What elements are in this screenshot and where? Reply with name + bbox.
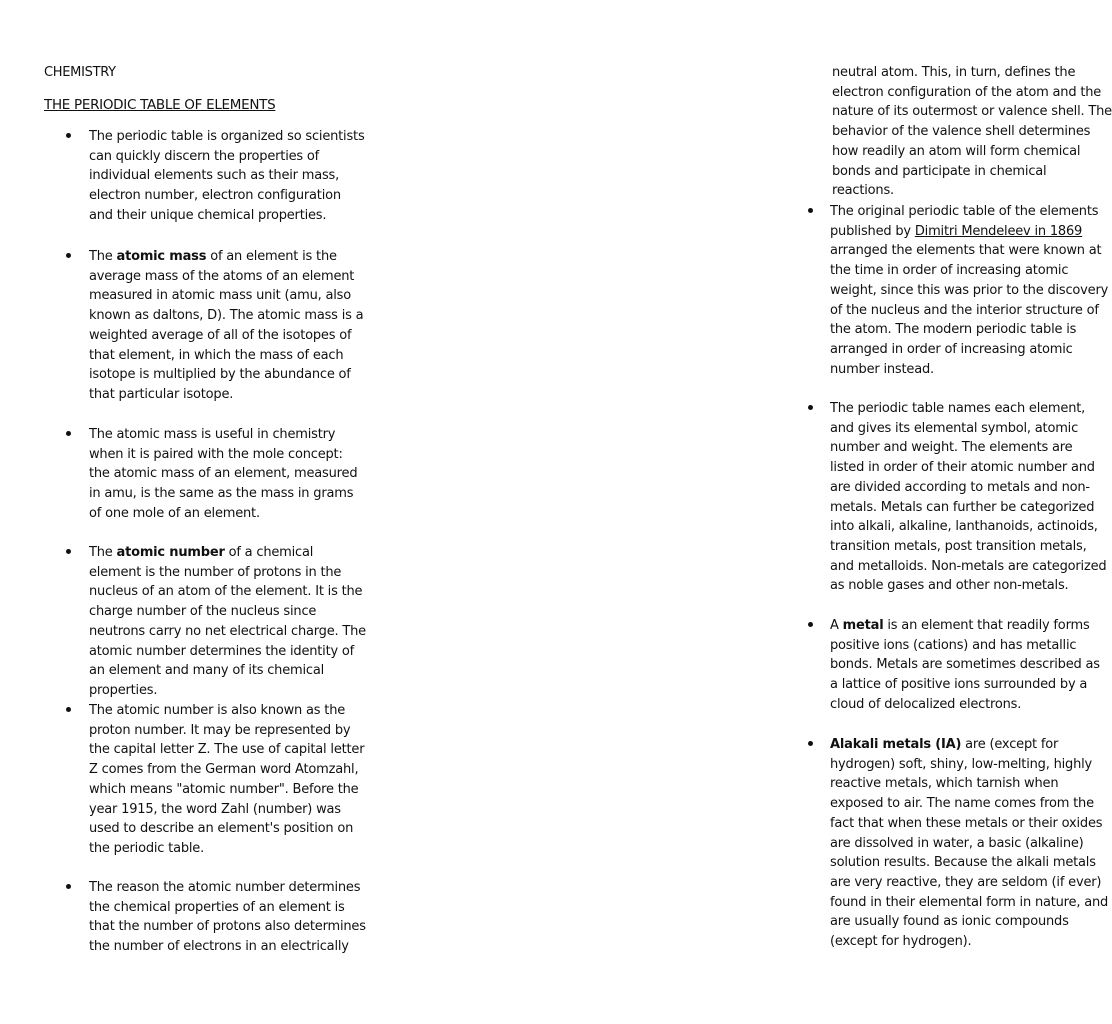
bullet-mole-concept: The atomic mass is useful in chemistry when it is paired with the mole concept: the atomic mass of an element, measured in amu, is the same as the mass in grams of one mole of an element. [89, 427, 358, 521]
term-alkali-metals: Alakali metals (IA) [830, 737, 962, 752]
text-post: of a chemical element is the number of protons in the nucleus of an atom of the element. It is the charge number of the nucleus since neutrons carry no net electrical charge. The atomic number determines the identity of an element and many of its chemical properties. [89, 545, 366, 698]
text-pre: A [830, 618, 843, 633]
bullet-atomic-number [89, 543, 367, 701]
bullet-alkali-metals [830, 735, 1110, 952]
text-post: is an element that readily forms positive ions (cations) and has metallic bonds. Metals are sometimes described as a lattice of positive ions surrounded by a cloud of delocalized electrons. [830, 618, 1100, 712]
document-title: THE PERIODIC TABLE OF ELEMENTS [44, 97, 276, 113]
bullet-metal [830, 616, 1110, 715]
continued-paragraph: neutral atom. This, in turn, defines the electron configuration of the atom and the nature of its outermost or valence shell. The behavior of the valence shell determines how readily an atom will form chemical bonds and participate in chemical reactions. [832, 65, 1112, 199]
bullet-atomic-number-reason: The reason the atomic number determines the chemical properties of an element is that the number of protons also determines the number of electrons in an electrically [89, 880, 366, 955]
bullet-mendeleev [830, 202, 1110, 379]
bullet-icon [66, 253, 71, 258]
bullet-icon [66, 431, 71, 436]
bullet-atomic-mass [89, 247, 367, 405]
bullet-icon [808, 208, 813, 213]
text-pre: The [89, 249, 117, 264]
bullet-icon [808, 405, 813, 410]
bullet-icon [66, 133, 71, 138]
bullet-icon [66, 884, 71, 889]
subject-heading: CHEMISTRY [44, 65, 116, 80]
bullet-icon [66, 707, 71, 712]
text-post: of an element is the average mass of the atoms of an element measured in atomic mass unit (amu, also known as daltons, D). The atomic mass is a weighted average of all of the isotopes of that element, in which the mass of each isotope is multiplied by the abundance of that particular isotope. [89, 249, 364, 402]
text-pre: The original periodic table of the elements published by [830, 204, 1099, 239]
term-atomic-mass: atomic mass [116, 249, 207, 264]
bullet-icon [808, 622, 813, 627]
bullet-icon [66, 549, 71, 554]
bullet-element-naming: The periodic table names each element, and gives its elemental symbol, atomic number and weight. The elements are listed in order of their atomic number and are divided according to metals and non-metals. Metals can further be categorized into alkali, alkaline, lanthanoids, actinoids, transition metals, post transition metals, and metalloids. Non-metals are categorized as noble gases and other non-metals. [830, 401, 1107, 594]
text-post: arranged the elements that were known at the time in order of increasing atomic weight, since this was prior to the discovery of the nucleus and the interior structure of the atom. The modern periodic table is arranged in order of increasing atomic number instead. [830, 243, 1109, 377]
term-atomic-number: atomic number [116, 545, 225, 560]
bullet-proton-number: The atomic number is also known as the proton number. It may be represented by the capital letter Z. The use of capital letter Z comes from the German word Atomzahl, which means "atomic number". Before the year 1915, the word Zahl (number) was used to describe an element's position on the periodic table. [89, 703, 365, 856]
mendeleev-link[interactable]: Dimitri Mendeleev in 1869 [914, 223, 1083, 239]
bullet-periodic-table-organization: The periodic table is organized so scientists can quickly discern the properties of individual elements such as their mass, electron number, electron configuration and their unique chemical properties. [89, 129, 365, 223]
term-metal: metal [842, 618, 884, 633]
bullet-icon [808, 741, 813, 746]
text-pre: The [89, 545, 117, 560]
text-post: are (except for hydrogen) soft, shiny, low-melting, highly reactive metals, which tarnish when exposed to air. The name comes from the fact that when these metals or their oxides are dissolved in water, a basic (alkaline) solution results. Because the alkali metals are very reactive, they are seldom (if ever) found in their elemental form in nature, and are usually found as ionic compounds (except for hydrogen). [830, 737, 1109, 950]
